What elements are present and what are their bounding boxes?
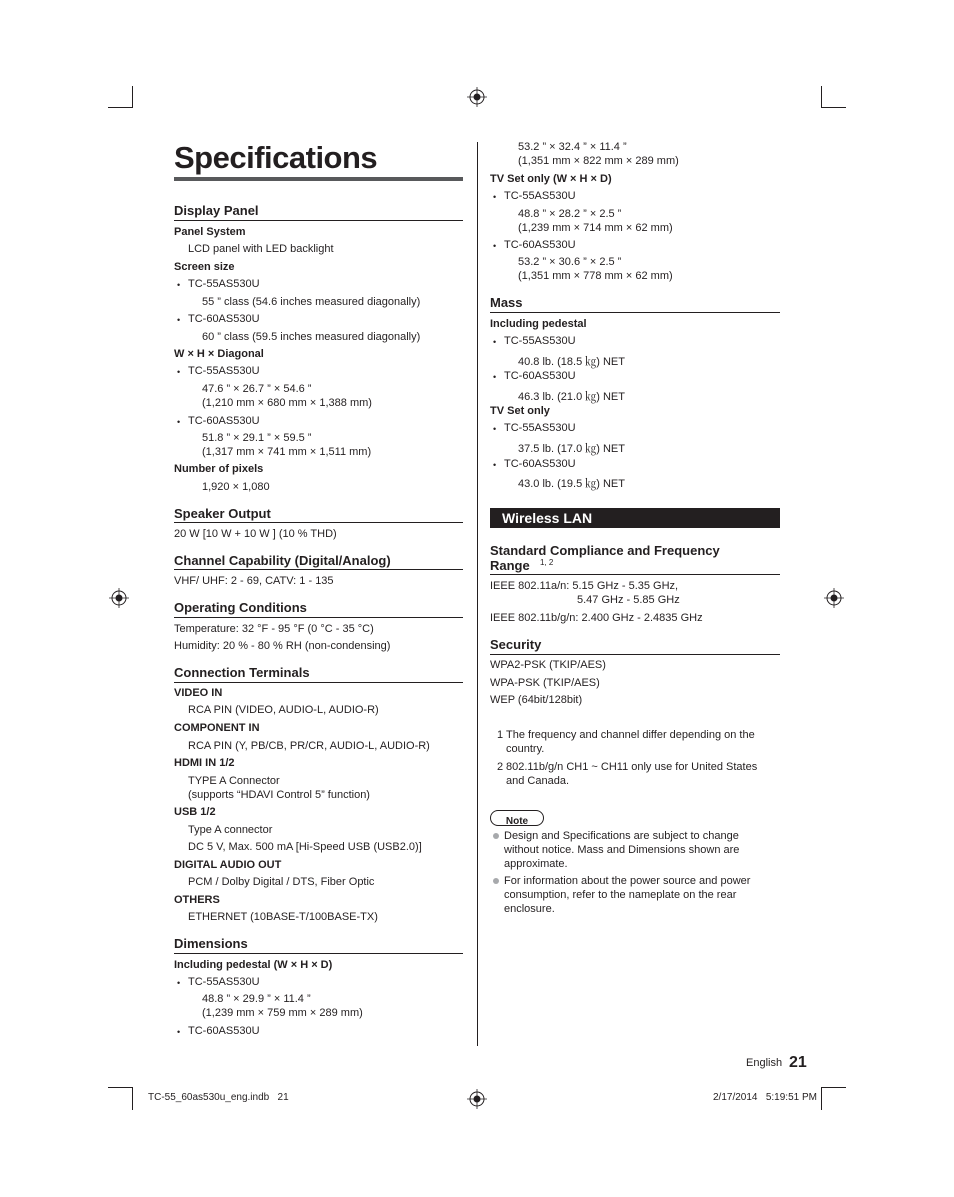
label-pixels: Number of pixels — [174, 463, 264, 475]
model-name: TC-60AS530U — [188, 313, 260, 325]
footnote-text: The frequency and channel differ depending on the — [506, 729, 755, 741]
dimension-inch: 47.6 ” × 26.7 ” × 54.6 ” — [202, 383, 312, 395]
section-rule — [174, 522, 463, 523]
footnote-text: country. — [506, 743, 545, 755]
model-name: TC-60AS530U — [188, 1025, 260, 1037]
dimension-mm: (1,351 mm × 778 mm × 62 mm) — [518, 270, 673, 282]
crop-mark-bottom-right-h — [821, 1087, 846, 1088]
bullet: • — [493, 241, 497, 251]
footer-language: English — [746, 1057, 783, 1069]
label-usb: USB 1/2 — [174, 806, 216, 818]
model-name: TC-55AS530U — [504, 422, 576, 434]
label-whd: W × H × Diagonal — [174, 348, 264, 360]
value-ieee-b: IEEE 802.11b/g/n: 2.400 GHz - 2.4835 GHz — [490, 612, 703, 624]
model-name: TC-55AS530U — [188, 278, 260, 290]
wireless-lan-banner — [490, 508, 780, 528]
dimension-mm: (1,239 mm × 759 mm × 289 mm) — [202, 1007, 363, 1019]
footnote-text: and Canada. — [506, 775, 569, 787]
mass-value: 46.3 lb. (21.0 ㎏) NET — [518, 391, 625, 403]
section-heading-range: Range — [490, 558, 530, 573]
value-usb: DC 5 V, Max. 500 mA [Hi-Speed USB (USB2.0)] — [188, 841, 422, 853]
dimension-mm: (1,239 mm × 714 mm × 62 mm) — [518, 222, 673, 234]
footer-date-time: 2/17/2014 5:19:51 PM — [713, 1092, 817, 1103]
bullet: • — [493, 192, 497, 202]
footer-file-info: TC-55_60as530u_eng.indb 21 — [148, 1092, 289, 1103]
section-heading-operating-conditions: Operating Conditions — [174, 600, 307, 615]
bullet: • — [177, 1027, 181, 1037]
model-name: TC-60AS530U — [504, 370, 576, 382]
note-text: enclosure. — [504, 903, 555, 915]
label-video-in: VIDEO IN — [174, 687, 223, 699]
bullet: • — [493, 460, 497, 470]
section-heading-display-panel: Display Panel — [174, 203, 259, 218]
value-digital-audio-out: PCM / Dolby Digital / DTS, Fiber Optic — [188, 876, 375, 888]
crop-mark-top-right-h — [821, 107, 846, 108]
crop-mark-top-left-h — [108, 107, 133, 108]
section-rule — [174, 682, 463, 683]
section-rule — [490, 312, 780, 313]
mass-value: 40.8 lb. (18.5 ㎏) NET — [518, 356, 625, 368]
section-rule — [490, 654, 780, 655]
value-ieee-a: IEEE 802.11a/n: 5.15 GHz - 5.35 GHz, — [490, 580, 679, 592]
bullet: • — [177, 367, 181, 377]
value-hdmi-in: (supports “HDAVI Control 5” function) — [188, 789, 370, 801]
dimension-inch: 48.8 ” × 28.2 ” × 2.5 ” — [518, 208, 622, 220]
value-component-in: RCA PIN (Y, PB/CB, PR/CR, AUDIO-L, AUDIO-R) — [188, 740, 430, 752]
footnote-number: 1 — [497, 729, 504, 741]
model-name: TC-55AS530U — [188, 365, 260, 377]
model-name: TC-60AS530U — [504, 239, 576, 251]
crop-mark-bottom-left-h — [108, 1087, 133, 1088]
screen-size-value: 55 ” class (54.6 inches measured diagonally) — [202, 296, 421, 308]
security-item: WPA-PSK (TKIP/AES) — [490, 677, 600, 689]
wireless-lan-banner-label: Wireless LAN — [502, 510, 593, 526]
note-label: Note — [505, 816, 529, 827]
section-heading-mass: Mass — [490, 295, 523, 310]
label-digital-audio-out: DIGITAL AUDIO OUT — [174, 859, 282, 871]
mass-value: 37.5 lb. (17.0 ㎏) NET — [518, 443, 625, 455]
label-tv-set-only: TV Set only — [490, 405, 550, 417]
section-heading-connection-terminals: Connection Terminals — [174, 665, 310, 680]
value-temperature: Temperature: 32 °F - 95 °F (0 °C - 35 °C) — [174, 623, 374, 635]
bullet: • — [177, 315, 181, 325]
footnote-number: 2 — [497, 761, 504, 773]
model-name: TC-60AS530U — [188, 415, 260, 427]
label-including-pedestal: Including pedestal — [490, 318, 587, 330]
dimension-inch: 48.8 ” × 29.9 ” × 11.4 ” — [202, 993, 311, 1005]
label-panel-system: Panel System — [174, 226, 246, 238]
registration-mark-icon — [467, 1089, 487, 1109]
bullet: • — [493, 337, 497, 347]
section-rule — [174, 617, 463, 618]
section-heading-security: Security — [490, 637, 542, 652]
section-heading-dimensions: Dimensions — [174, 936, 248, 951]
title-underline — [174, 177, 463, 181]
page-number: 21 — [789, 1054, 807, 1071]
section-rule — [174, 953, 463, 954]
section-rule — [174, 569, 463, 570]
value-pixels: 1,920 × 1,080 — [202, 481, 270, 493]
bullet: • — [493, 372, 497, 382]
mass-value: 43.0 lb. (19.5 ㎏) NET — [518, 478, 625, 490]
screen-size-value: 60 ” class (59.5 inches measured diagonally) — [202, 331, 421, 343]
footnote-refs: 1, 2 — [540, 558, 554, 567]
label-tv-set-only-dimensions: TV Set only (W × H × D) — [490, 173, 612, 185]
value-hdmi-in: TYPE A Connector — [188, 775, 280, 787]
section-heading-standard-compliance: Standard Compliance and Frequency — [490, 543, 720, 558]
note-text: For information about the power source and power — [504, 875, 751, 887]
model-name: TC-55AS530U — [504, 190, 576, 202]
crop-mark-bottom-right-v — [821, 1087, 822, 1110]
note-text: approximate. — [504, 858, 568, 870]
crop-mark-top-left-v — [132, 86, 133, 108]
note-label-box — [490, 810, 544, 826]
label-others: OTHERS — [174, 894, 220, 906]
section-heading-speaker-output: Speaker Output — [174, 506, 271, 521]
note-text: Design and Specifications are subject to change — [504, 830, 739, 842]
label-hdmi-in: HDMI IN 1/2 — [174, 757, 235, 769]
model-name: TC-55AS530U — [504, 335, 576, 347]
bullet: • — [177, 417, 181, 427]
security-item: WPA2-PSK (TKIP/AES) — [490, 659, 606, 671]
security-item: WEP (64bit/128bit) — [490, 694, 583, 706]
note-text: consumption, refer to the nameplate on the rear — [504, 889, 737, 901]
section-rule — [174, 220, 463, 221]
label-component-in: COMPONENT IN — [174, 722, 260, 734]
model-name: TC-55AS530U — [188, 976, 260, 988]
crop-mark-top-right-v — [821, 86, 822, 108]
note-bullet-icon — [493, 833, 499, 839]
value-channel-capability: VHF/ UHF: 2 - 69, CATV: 1 - 135 — [174, 575, 334, 587]
bullet: • — [177, 978, 181, 988]
dimension-inch: 51.8 ” × 29.1 ” × 59.5 ” — [202, 432, 312, 444]
value-usb: Type A connector — [188, 824, 273, 836]
value-ieee-a: 5.47 GHz - 5.85 GHz — [577, 594, 680, 606]
bullet: • — [177, 280, 181, 290]
bullet: • — [493, 424, 497, 434]
dimension-mm: (1,351 mm × 822 mm × 289 mm) — [518, 155, 679, 167]
section-rule — [490, 574, 780, 575]
value-panel-system: LCD panel with LED backlight — [188, 243, 334, 255]
dimension-mm: (1,210 mm × 680 mm × 1,388 mm) — [202, 397, 372, 409]
label-screen-size: Screen size — [174, 261, 235, 273]
section-heading-channel-capability: Channel Capability (Digital/Analog) — [174, 553, 391, 568]
column-divider — [477, 142, 478, 1046]
dimension-mm: (1,317 mm × 741 mm × 1,511 mm) — [202, 446, 372, 458]
note-bullet-icon — [493, 878, 499, 884]
value-speaker-output: 20 W [10 W + 10 W ] (10 % THD) — [174, 528, 337, 540]
registration-mark-icon — [109, 588, 129, 608]
footnote-text: 802.11b/g/n CH1 ~ CH11 only use for United States — [506, 761, 758, 773]
label-including-pedestal: Including pedestal (W × H × D) — [174, 959, 333, 971]
value-others: ETHERNET (10BASE-T/100BASE-TX) — [188, 911, 378, 923]
value-video-in: RCA PIN (VIDEO, AUDIO-L, AUDIO-R) — [188, 704, 379, 716]
model-name: TC-60AS530U — [504, 458, 576, 470]
dimension-inch: 53.2 ” × 32.4 ” × 11.4 ” — [518, 141, 627, 153]
note-text: without notice. Mass and Dimensions shown are — [504, 844, 740, 856]
page-title: Specifications — [174, 140, 378, 175]
value-humidity: Humidity: 20 % - 80 % RH (non-condensing) — [174, 640, 391, 652]
registration-mark-icon — [824, 588, 844, 608]
registration-mark-icon — [467, 87, 487, 107]
crop-mark-bottom-left-v — [132, 1087, 133, 1110]
dimension-inch: 53.2 ” × 30.6 ” × 2.5 ” — [518, 256, 622, 268]
